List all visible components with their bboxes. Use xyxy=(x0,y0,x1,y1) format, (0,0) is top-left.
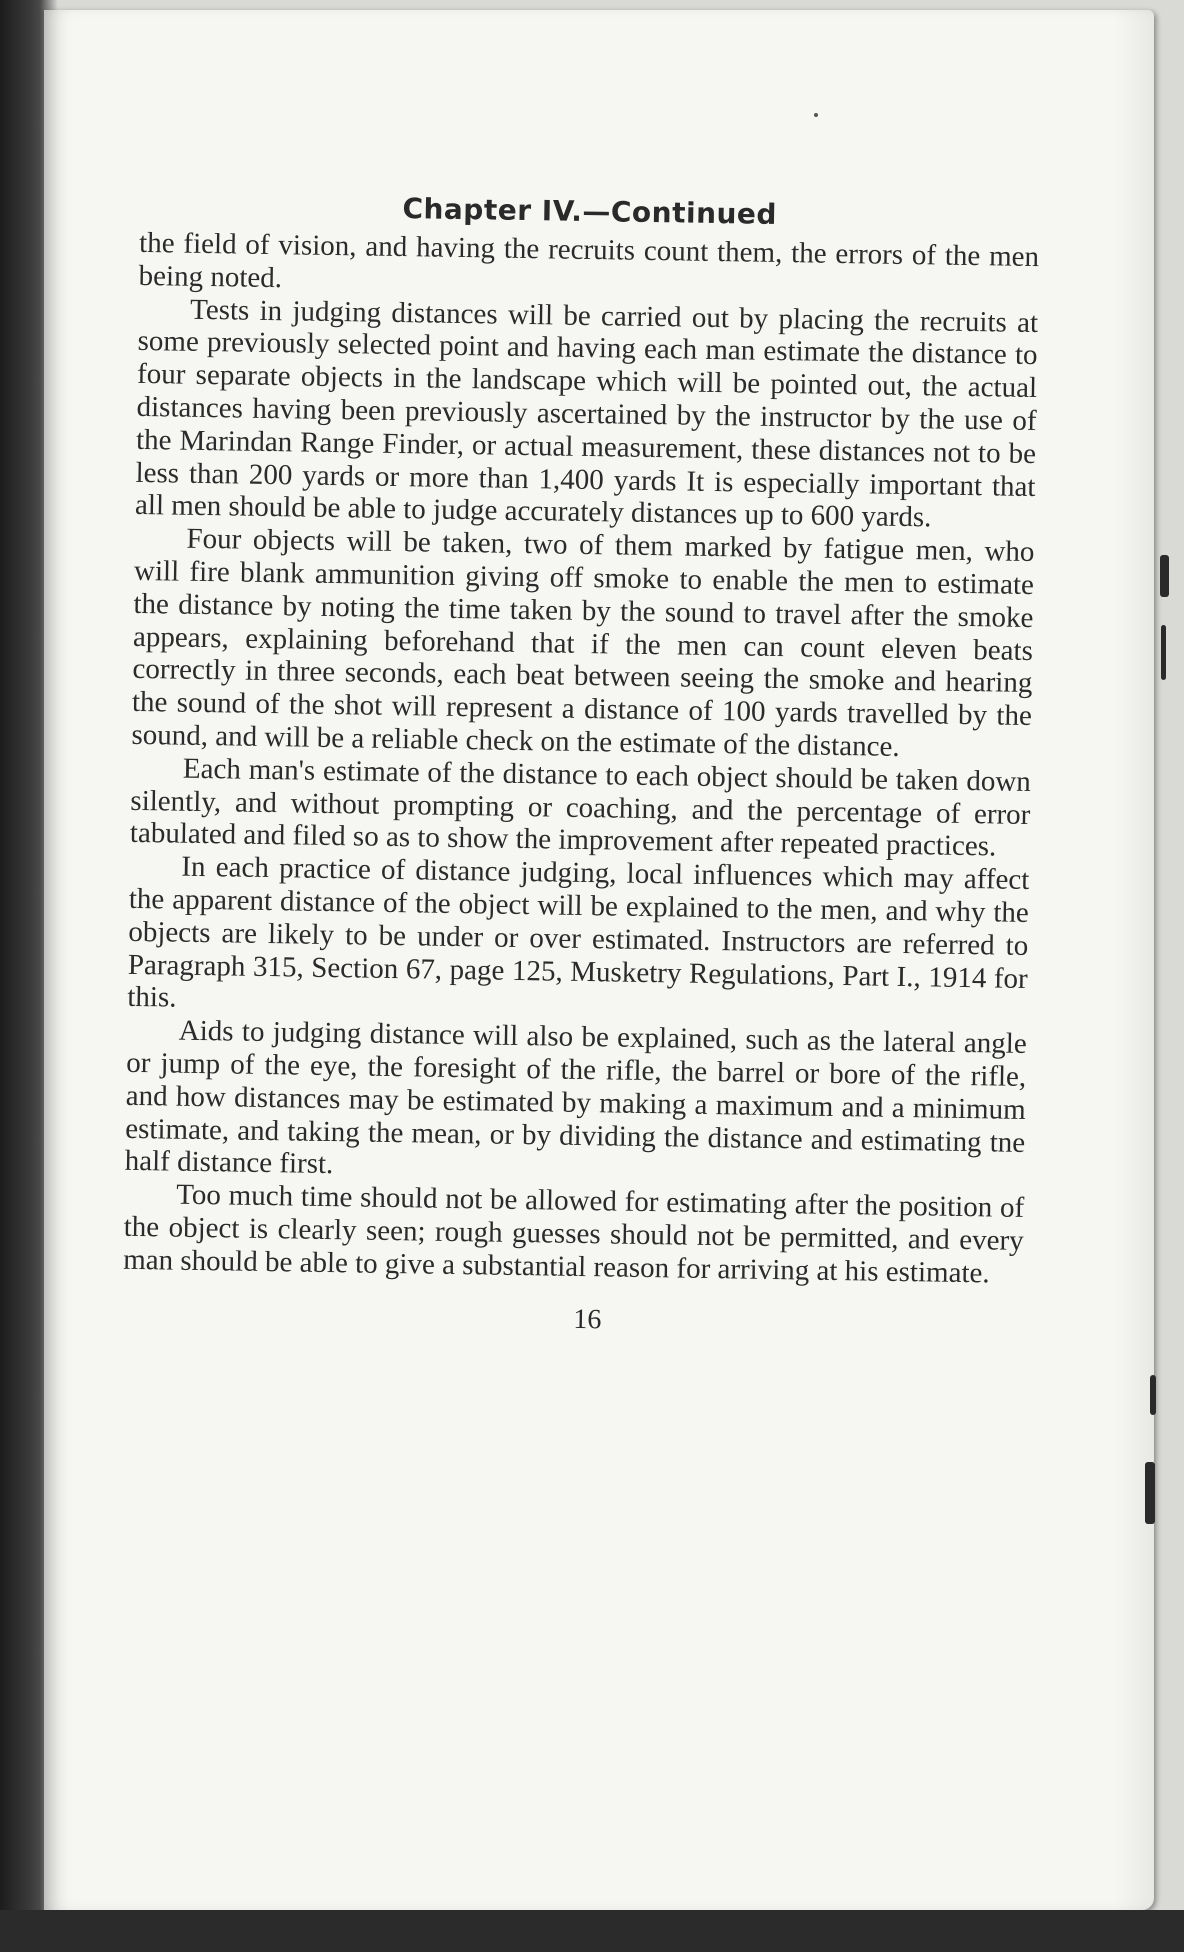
page-edge-mark xyxy=(1145,1462,1155,1524)
chapter-heading: Chapter IV.—Continued xyxy=(402,192,778,231)
page-edge-shadow xyxy=(1114,10,1154,1910)
page-number: 16 xyxy=(573,1303,602,1335)
page-text xyxy=(122,188,1040,1342)
scan-bottom-border xyxy=(0,1910,1184,1952)
paragraph: Four objects will be taken, two of them marked by fatigue men, who will fire blank ammunition giving off smoke to enable the men to estimate the distance by noting the time taken by the sound to travel after the smoke appears, explaining beforehand that if the men can count eleven beats correctly in three seconds, each beat between seeing the smoke and hearing the sound of the shot will represent a distance of 100 yards travelled by the sound, and will be a reliable check on the estimate of the distance. xyxy=(131,522,1035,763)
paragraph: Aids to judging distance will also be explained, such as the lateral angle or jump of the eye, the foresight of the rifle, the barrel or bore of the rifle, and how distances may be estimated by making a maximum and a minimum estimate, and taking the mean, or by dividing the distance and estimating tne half distance first. xyxy=(124,1014,1027,1181)
paragraph: Too much time should not be allowed for estimating after the position of the object is clearly seen; rough guesses should not be permitted, and every man should be able to give a substantial reason for arriving at his estimate. xyxy=(122,1178,1025,1290)
page-edge-mark xyxy=(1160,555,1169,597)
page-edge-mark xyxy=(1150,1375,1156,1415)
paragraph: the field of vision, and having the recruits count them, the errors of the men being noted. xyxy=(138,226,1040,294)
print-speck xyxy=(814,113,818,117)
paragraph: Tests in judging distances will be carried out by placing the recruits at some previously selected point and having each man estimate the distance to four separate objects in the landscape which will be pointed out, the actual distances having been previously ascertained by the instructor by the use of the Marindan Range Finder, or actual measurement, these distances not to be less than 200 yards or more than 1,400 yards It is especially important that all men should be able to judge accurately distances up to 600 yards. xyxy=(134,293,1039,534)
paragraph: Each man's estimate of the distance to each object should be taken down silently, and without prompting or coaching, and the percentage of error tabulated and filed so as to show the improvement after repeated practices. xyxy=(129,752,1032,863)
paragraph: In each practice of distance judging, local influences which may affect the apparent distance of the object will be explained to the men, and why the objects are likely to be under or over estimated. Instructors are referred to Paragraph 315, Section 67, page 125, Musketry Regulations, Part I., 1914 for this. xyxy=(127,850,1030,1014)
page-edge-mark xyxy=(1161,625,1166,680)
